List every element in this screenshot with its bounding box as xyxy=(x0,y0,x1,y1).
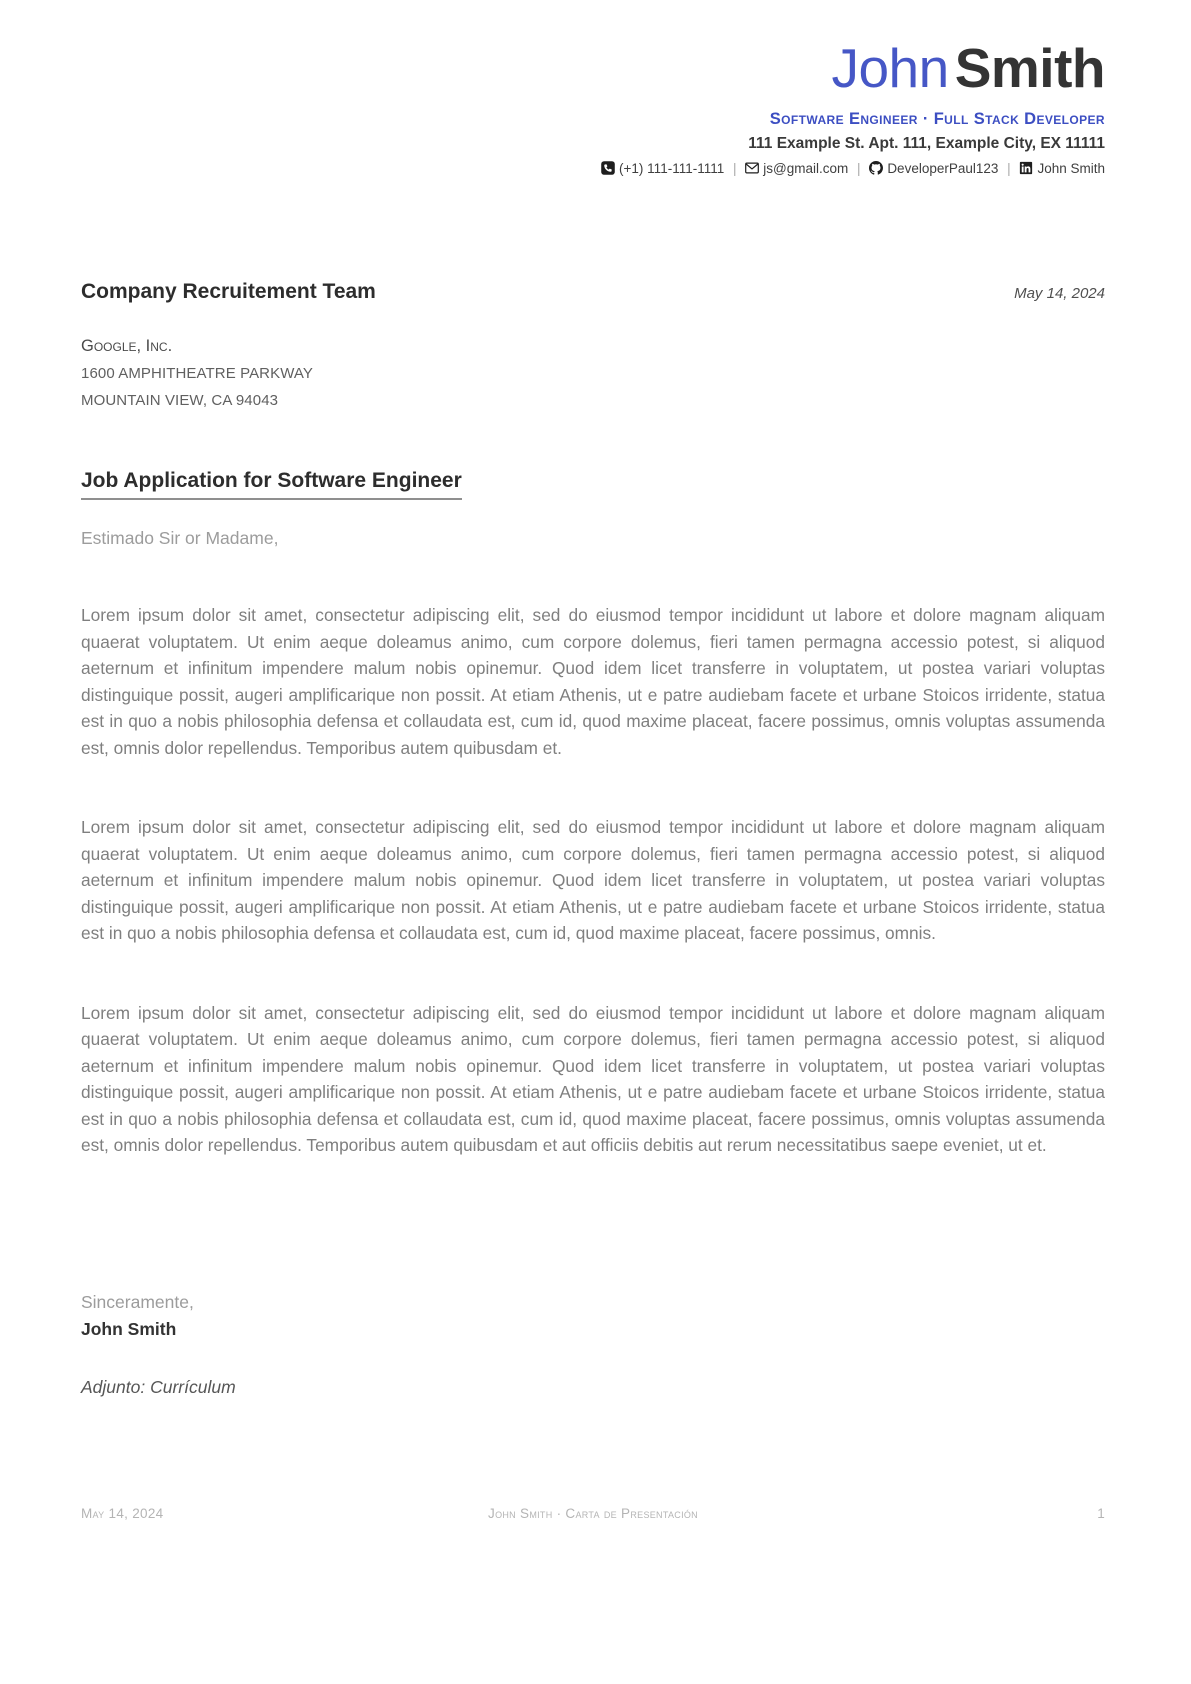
closing-phrase: Sinceramente, xyxy=(81,1291,194,1312)
closing-block xyxy=(81,1289,1105,1343)
contact-separator: | xyxy=(1007,161,1011,177)
recipient-title: Company Recruitement Team xyxy=(81,280,376,304)
email-link[interactable] xyxy=(745,161,848,176)
email-address: js@gmail.com xyxy=(763,161,849,177)
linkedin-icon xyxy=(1019,161,1033,175)
candidate-name xyxy=(81,37,1105,99)
body-paragraph: Lorem ipsum dolor sit amet, consectetur adipiscing elit, sed do eiusmod tempor incididunt ut labore et dolore magnam aliquam quaerat voluptatem. Ut enim aeque doleamus animo, cum corpore dolemus, fieri tamen permagna accessio potest, si aliquod aeternum et infinitum impendere malum nobis opinemur. Quod idem licet transferre in voluptatem, ut postea variari voluptas distinguique possit, augeri amplificarique non possit. At etiam Athenis, ut e patre audiebam facete et urbane Stoicos irridente, statua est in quo a nobis philosophia defensa et collaudata est, cum id, quod maxime placeat, facere possimus, omnis voluptas assumenda est, omnis dolor repellendus. Temporibus autem quibusdam et aut officiis debitis aut rerum necessitatibus saepe eveniet, ut et. xyxy=(81,1002,1105,1156)
body-paragraph: Lorem ipsum dolor sit amet, consectetur adipiscing elit, sed do eiusmod tempor incididunt ut labore et dolore magnam aliquam quaerat voluptatem. Ut enim aeque doleamus animo, cum corpore dolemus, fieri tamen permagna accessio potest, si aliquod aeternum et infinitum impendere malum nobis opinemur. Quod idem licet transferre in voluptatem, ut postea variari voluptas distinguique possit, augeri amplificarique non possit. At etiam Athenis, ut e patre audiebam facete et urbane Stoicos irridente, statua est in quo a nobis philosophia defensa et collaudata est, cum id, quod maxime placeat, facere possimus, omnis voluptas assumenda est, omnis dolor repellendus. Temporibus autem quibusdam et. xyxy=(81,605,1105,758)
github-icon xyxy=(869,161,883,175)
linkedin-name: John Smith xyxy=(1037,161,1105,177)
letter-body xyxy=(81,602,1105,1159)
candidate-last-name: Smith xyxy=(954,37,1105,99)
company-name: Google, Inc. xyxy=(81,337,173,356)
recipient-row xyxy=(81,280,1105,304)
footer-page-number: 1 xyxy=(1097,1506,1105,1521)
phone-link[interactable] xyxy=(601,161,724,176)
letter-subject: Job Application for Software Engineer xyxy=(81,469,462,500)
candidate-tagline: Software Engineer · Full Stack Developer xyxy=(769,110,1105,129)
linkedin-link[interactable] xyxy=(1019,161,1105,176)
page-footer xyxy=(81,1506,1105,1521)
letter-header xyxy=(81,37,1105,177)
footer-title: John Smith · Carta de Presentación xyxy=(488,1506,698,1521)
company-address-line-2: MOUNTAIN VIEW, CA 94043 xyxy=(81,392,279,410)
signature-name: John Smith xyxy=(81,1318,177,1339)
company-address-block xyxy=(81,333,1105,414)
contact-line xyxy=(81,161,1105,176)
candidate-address: 111 Example St. Apt. 111, Example City, EX 11111 xyxy=(748,135,1105,153)
salutation: Estimado Sir or Madame, xyxy=(81,528,279,549)
email-icon xyxy=(745,161,759,175)
contact-separator: | xyxy=(733,161,737,177)
enclosure-note: Adjunto: Currículum xyxy=(81,1376,236,1397)
candidate-first-name: John xyxy=(831,37,949,99)
footer-date: May 14, 2024 xyxy=(81,1506,164,1521)
body-paragraph: Lorem ipsum dolor sit amet, consectetur adipiscing elit, sed do eiusmod tempor incididunt ut labore et dolore magnam aliquam quaerat voluptatem. Ut enim aeque doleamus animo, cum corpore dolemus, fieri tamen permagna accessio potest, si aliquod aeternum et infinitum impendere malum nobis opinemur. Quod idem licet transferre in voluptatem, ut postea variari voluptas distinguique possit, augeri amplificarique non possit. At etiam Athenis, ut e patre audiebam facete et urbane Stoicos irridente, statua est in quo a nobis philosophia defensa et collaudata est, cum id, quod maxime placeat, facere possimus, omnis. xyxy=(81,817,1105,944)
letter-date: May 14, 2024 xyxy=(1014,285,1105,303)
phone-icon xyxy=(601,161,615,175)
github-username: DeveloperPaul123 xyxy=(887,161,999,177)
github-link[interactable] xyxy=(869,161,998,176)
phone-number: (+1) 111-111-1111 xyxy=(619,161,725,177)
company-address-line-1: 1600 AMPHITHEATRE PARKWAY xyxy=(81,365,314,383)
contact-separator: | xyxy=(857,161,861,177)
